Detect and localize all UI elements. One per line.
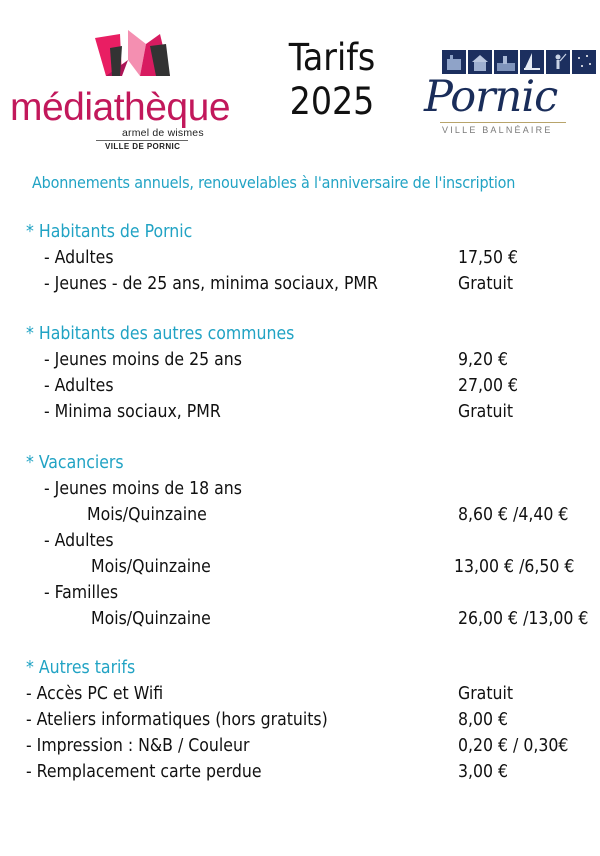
tariff-label: - Jeunes moins de 25 ans — [44, 350, 242, 370]
tariff-price: 17,50 € — [458, 248, 519, 268]
tariff-price: 0,20 € / 0,30€ — [458, 736, 569, 756]
mediatheque-logo — [10, 30, 260, 150]
tariff-price: 27,00 € — [458, 376, 519, 396]
mediatheque-emblem-icon — [10, 30, 260, 90]
stars-photo-icon — [572, 50, 596, 74]
ville-balneaire-label: VILLE BALNÉAIRE — [442, 125, 553, 135]
pornic-photo-strip — [442, 50, 596, 74]
tariff-label: - Accès PC et Wifi — [26, 684, 164, 704]
tariff-price: 26,00 € /13,00 € — [458, 609, 589, 629]
tariff-label: - Adultes — [44, 531, 114, 551]
tariff-label: - Remplacement carte perdue — [26, 762, 262, 782]
tariff-period: Mois/Quinzaine — [91, 609, 211, 629]
tariff-price: 9,20 € — [458, 350, 509, 370]
tariff-label: - Impression : N&B / Couleur — [26, 736, 250, 756]
golfer-photo-icon — [546, 50, 570, 74]
tariff-label: - Familles — [44, 583, 119, 603]
village-photo-icon — [494, 50, 518, 74]
tariff-period: Mois/Quinzaine — [91, 557, 211, 577]
tariff-price: Gratuit — [458, 274, 514, 294]
tariff-label: - Jeunes - de 25 ans, minima sociaux, PMR — [44, 274, 378, 294]
divider — [96, 140, 188, 141]
sailboat-photo-icon — [520, 50, 544, 74]
section-heading-autres-communes: * Habitants des autres communes — [26, 324, 295, 344]
pornic-wordmark: Pornic — [424, 72, 558, 122]
tariff-label: - Adultes — [44, 248, 114, 268]
subscription-subtitle: Abonnements annuels, renouvelables à l'anniversaire de l'inscription — [32, 173, 516, 192]
tariff-price: Gratuit — [458, 684, 514, 704]
page-year: 2025 — [289, 80, 375, 123]
tariff-price: 8,60 € /4,40 € — [458, 505, 569, 525]
section-heading-autres-tarifs: * Autres tarifs — [26, 658, 136, 678]
tariff-label: - Adultes — [44, 376, 114, 396]
tariff-label: - Ateliers informatiques (hors gratuits) — [26, 710, 328, 730]
mediatheque-wordmark: médiathèque — [10, 86, 231, 129]
mediatheque-subname: armel de wismes — [122, 127, 204, 139]
tariff-price: 13,00 € /6,50 € — [454, 557, 575, 577]
ville-de-pornic-label: VILLE DE PORNIC — [105, 142, 181, 151]
section-heading-pornic: * Habitants de Pornic — [26, 222, 193, 242]
tariff-price: Gratuit — [458, 402, 514, 422]
tariff-price: 8,00 € — [458, 710, 509, 730]
tariff-label: - Jeunes moins de 18 ans — [44, 479, 242, 499]
tariff-label: - Minima sociaux, PMR — [44, 402, 221, 422]
section-heading-vacanciers: * Vacanciers — [26, 453, 124, 473]
page-title: Tarifs — [288, 36, 376, 79]
tariff-price: 3,00 € — [458, 762, 509, 782]
castle-photo-icon — [442, 50, 466, 74]
tariff-period: Mois/Quinzaine — [87, 505, 207, 525]
divider — [440, 122, 566, 123]
pornic-logo — [418, 50, 583, 150]
house-photo-icon — [468, 50, 492, 74]
